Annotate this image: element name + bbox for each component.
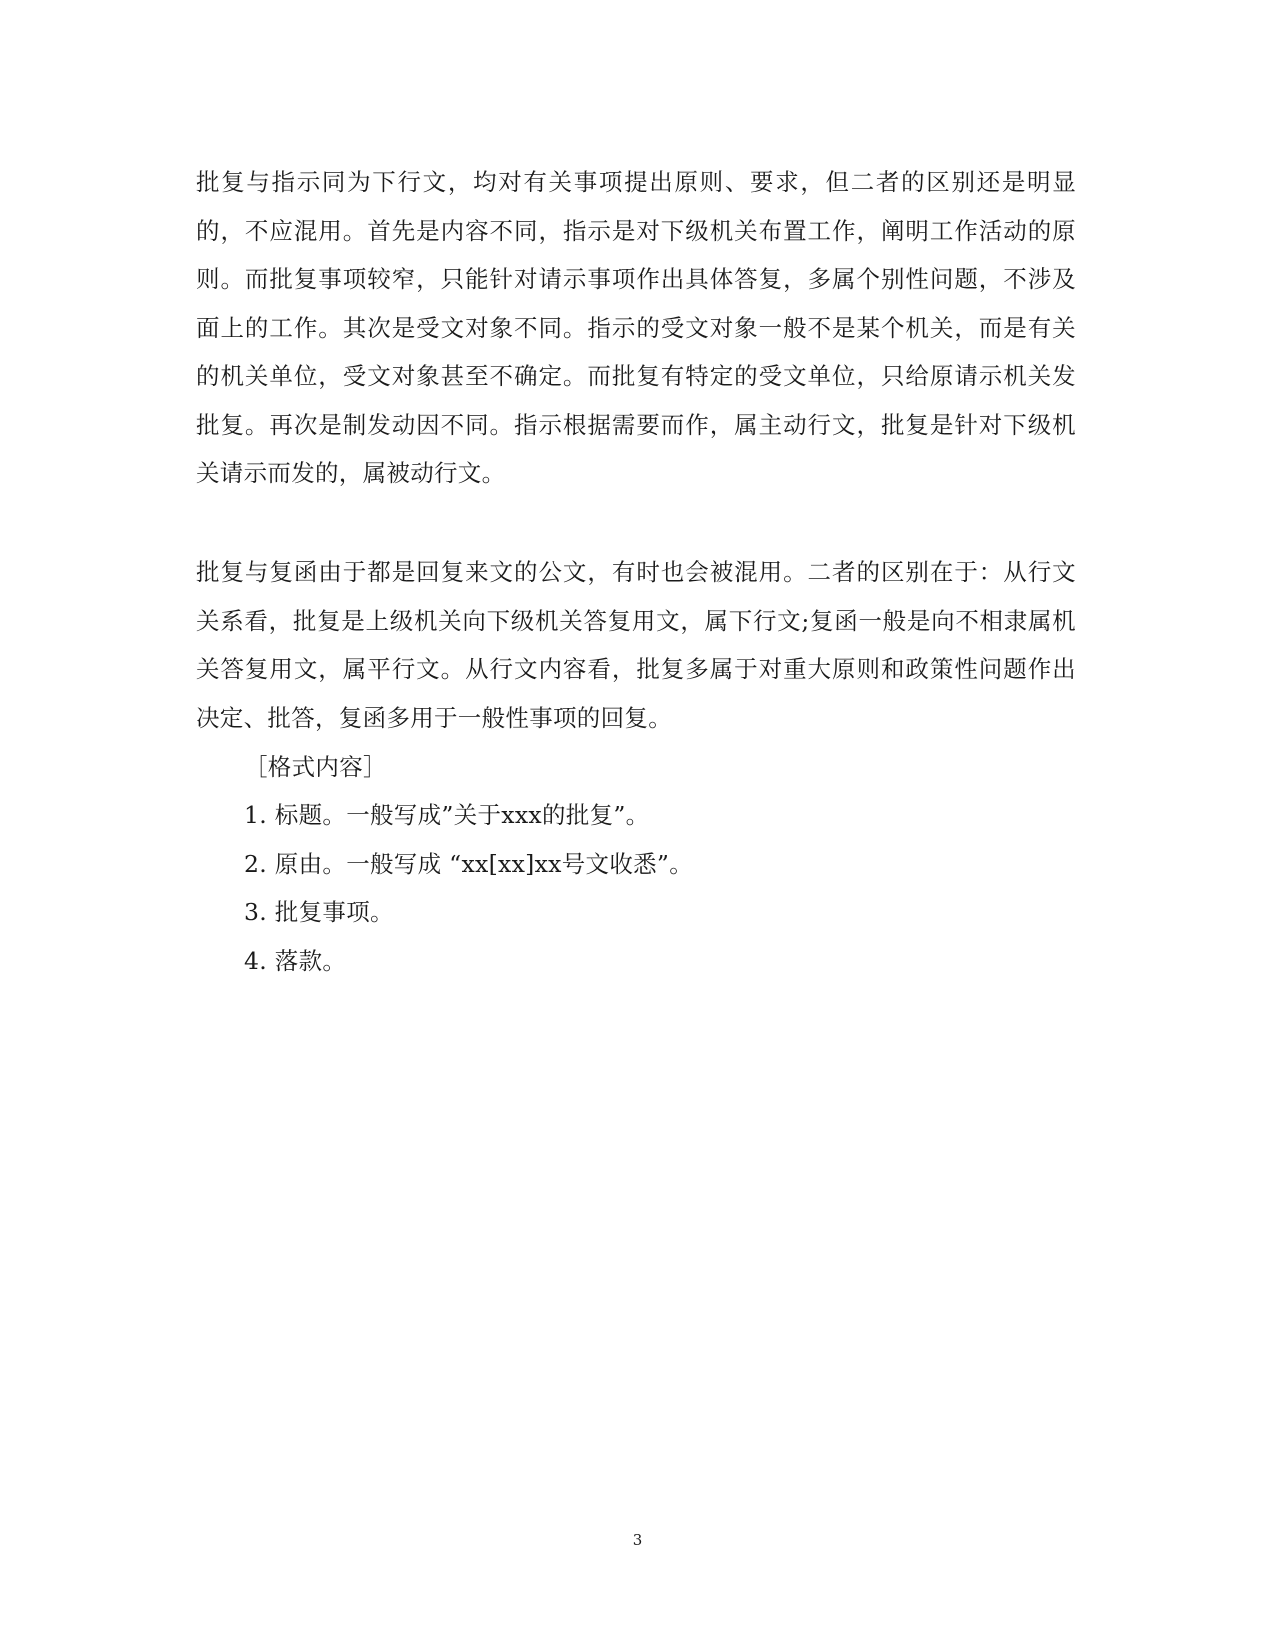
list-item: 4. 落款。 — [244, 947, 347, 975]
list-item: 2. 原由。一般写成 “xx[xx]xx号文收悉”。 — [244, 850, 694, 878]
paragraph-instruction-vs-reply: 批复与指示同为下行文，均对有关事项提出原则、要求，但二者的区别还是明显的，不应混用。首先是内容不同，指示是对下级机关布置工作，阐明工作活动的原则。而批复事项较窄，只能针对请示事项作出具体答复，多属个别性问题，不涉及面上的工作。其次是受文对象不同。指示的受文对象一般不是某个机关，而是有关的机关单位，受文对象甚至不确定。而批复有特定的受文单位，只给原请示机关发批复。再次是制发动因不同。指示根据需要而作，属主动行文，批复是针对下级机关请示而发的，属被动行文。 — [196, 168, 1076, 487]
paragraph-reply-vs-letter: 批复与复函由于都是回复来文的公文，有时也会被混用。二者的区别在于：从行文关系看，批复是上级机关向下级机关答复用文，属下行文;复函一般是向不相隶属机关答复用文，属平行文。从行文内容看，批复多属于对重大原则和政策性问题作出决定、批答，复函多用于一般性事项的回复。 — [196, 558, 1076, 732]
list-item: 1. 标题。一般写成”关于xxx的批复”。 — [244, 801, 650, 829]
page-number: 3 — [632, 1531, 643, 1549]
list-item: 3. 批复事项。 — [244, 898, 394, 926]
format-heading: ［格式内容］ — [244, 753, 387, 781]
